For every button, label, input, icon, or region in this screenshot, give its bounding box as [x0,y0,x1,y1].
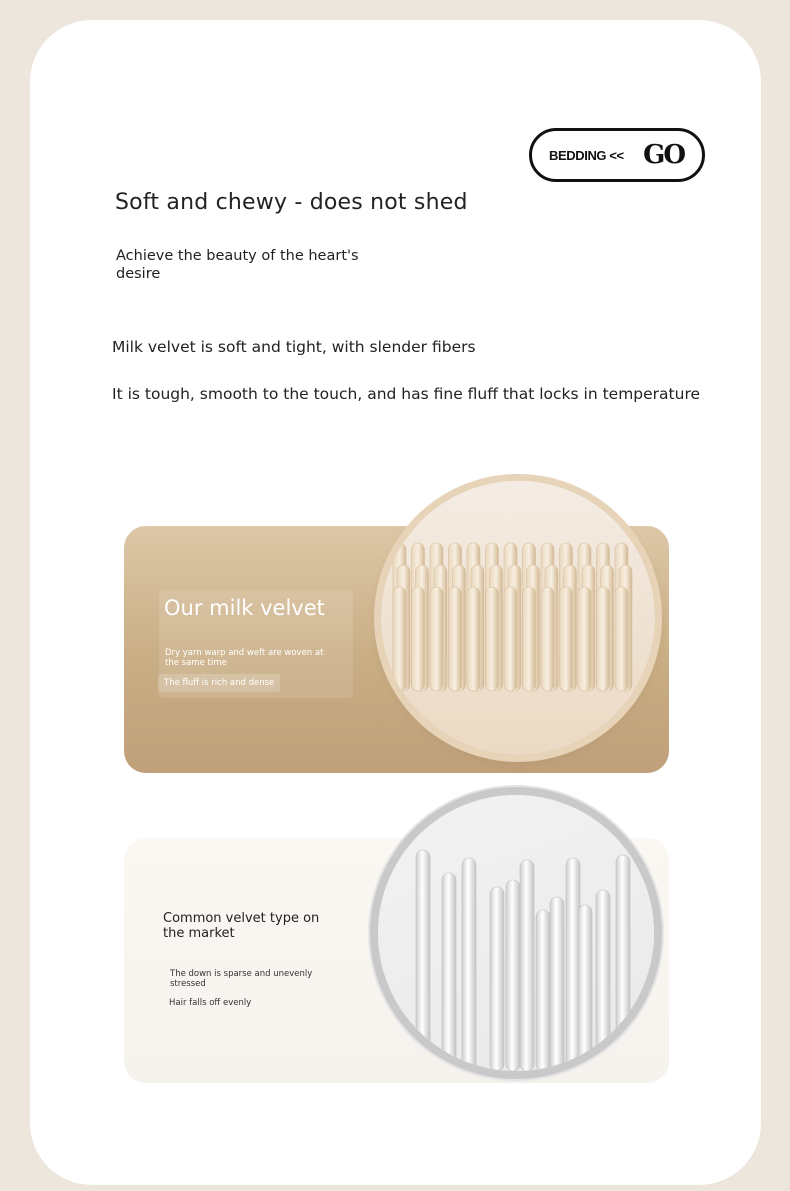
milk-velvet-heading: Our milk velvet [164,596,325,620]
fiber-strand [523,587,536,691]
fiber-strand [541,587,554,691]
fiber-strand [490,887,504,1071]
common-velvet-fiber-closeup [378,795,654,1071]
bedding-go-badge[interactable] [529,128,705,182]
milk-velvet-feature-tag: The fluff is rich and dense [158,674,280,692]
fiber-strand [430,587,443,691]
fiber-strand [578,587,591,691]
page-title: Soft and chewy - does not shed [115,190,468,215]
fiber-strand [550,897,564,1071]
fiber-strand [412,587,425,691]
badge-label: BEDDING << [549,147,624,163]
fiber-strand [615,587,628,691]
fiber-strand [520,860,534,1071]
fiber-strand [467,587,480,691]
common-velvet-heading: Common velvet type on the market [163,911,320,941]
description-line-1: Milk velvet is soft and tight, with slender fibers [112,338,476,356]
fiber-strand [506,880,520,1071]
fiber-strand [597,587,610,691]
fiber-strand [504,587,517,691]
page-subtitle: Achieve the beauty of the heart's desire [116,248,359,282]
description-line-2: It is tough, smooth to the touch, and has fine fluff that locks in temperature [112,385,701,403]
fiber-strand [536,910,550,1071]
fiber-strand [560,587,573,691]
fiber-strand [442,873,456,1071]
dense-fibers-illustration [381,481,655,755]
fiber-strand [449,587,462,691]
milk-velvet-fiber-closeup [381,481,655,755]
milk-velvet-feature-1: Dry yarn warp and weft are woven at the same time [165,648,324,668]
common-velvet-feature-1: The down is sparse and unevenly stressed [170,969,313,989]
fiber-strand [462,858,476,1071]
fiber-strand [393,587,406,691]
common-velvet-feature-2: Hair falls off evenly [169,998,252,1008]
badge-go-logo: GO [643,140,684,170]
fiber-strand [486,587,499,691]
sparse-fibers-illustration [378,795,654,1071]
fiber-strand [578,905,592,1071]
